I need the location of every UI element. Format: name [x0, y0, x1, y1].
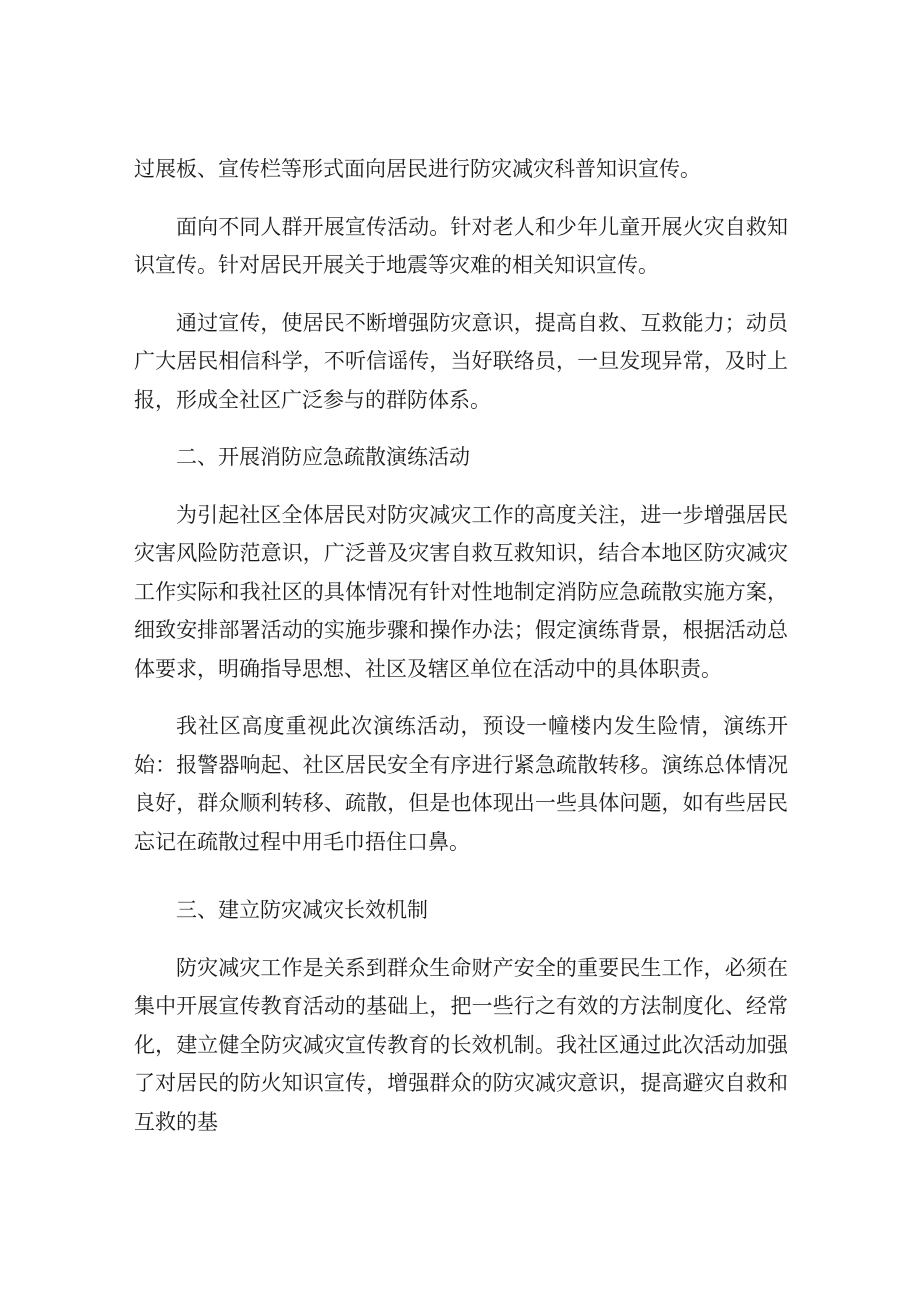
paragraph-continuation: 过展板、宣传栏等形式面向居民进行防灾减灾科普知识宣传。 — [134, 157, 701, 181]
document-body — [134, 150, 788, 1160]
paragraph-mechanism: 防灾减灾工作是关系到群众生命财产安全的重要民生工作，必须在集中开展宣传教育活动的基础上，把一些行之有效的方法制度化、经常化，建立健全防灾减灾宣传教育的长效机制。我社区通过此次活动加强了对居民的防火知识宣传，增强群众的防灾减灾意识，提高避灾自救和互救的基 — [134, 955, 788, 1134]
section-heading-2: 二、开展消防应急疏散演练活动 — [176, 445, 470, 469]
paragraph-target-groups: 面向不同人群开展宣传活动。针对老人和少年儿童开展火灾自救知识宣传。针对居民开展关于地震等灾难的相关知识宣传。 — [134, 214, 788, 277]
section-heading-3: 三、建立防灾减灾长效机制 — [176, 898, 428, 922]
paragraph-drill-result: 我社区高度重视此次演练活动，预设一幢楼内发生险情，演练开始：报警器响起、社区居民安全有序进行紧急疏散转移。演练总体情况良好，群众顺利转移、疏散，但是也体现出一些具体问题，如有些居民忘记在疏散过程中用毛巾捂住口鼻。 — [134, 714, 788, 854]
paragraph-drill-plan: 为引起社区全体居民对防灾减灾工作的高度关注，进一步增强居民灾害风险防范意识，广泛普及灾害自救互救知识，结合本地区防灾减灾工作实际和我社区的具体情况有针对性地制定消防应急疏散实施方案，细致安排部署活动的实施步骤和操作办法；假定演练背景，根据活动总体要求，明确指导思想、社区及辖区单位在活动中的具体职责。 — [134, 502, 788, 681]
paragraph-awareness: 通过宣传，使居民不断增强防灾意识，提高自救、互救能力；动员广大居民相信科学，不听信谣传，当好联络员，一旦发现异常，及时上报，形成全社区广泛参与的群防体系。 — [134, 310, 788, 412]
